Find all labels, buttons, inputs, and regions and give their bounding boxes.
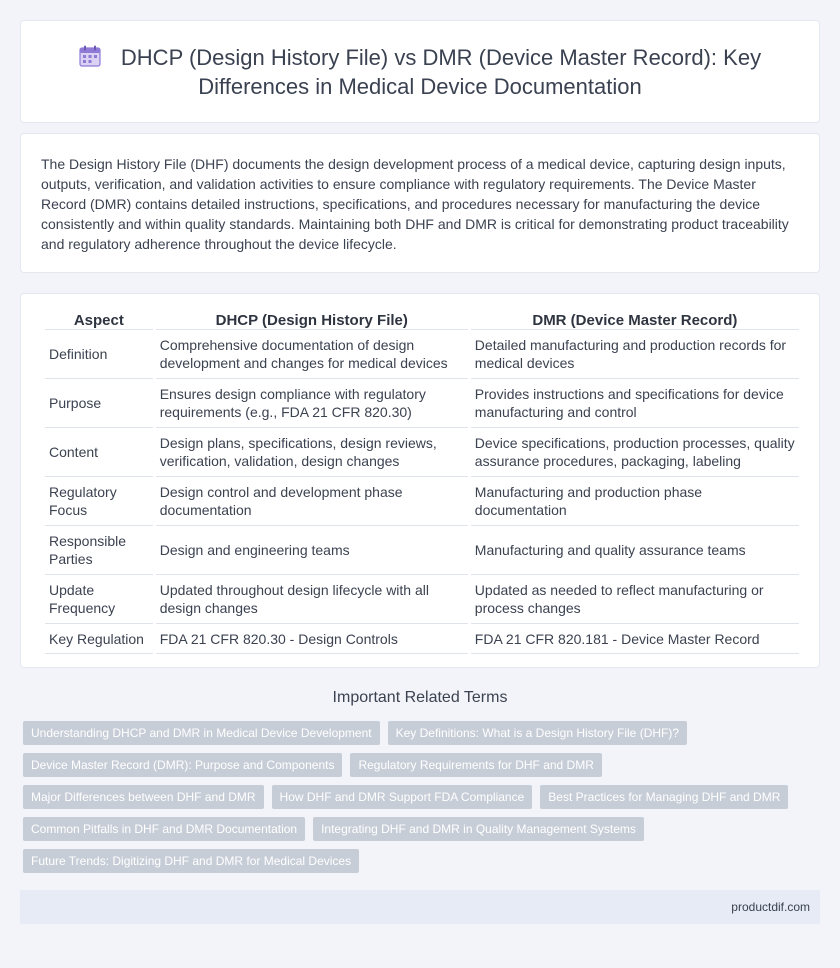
comparison-card — [20, 293, 820, 668]
header-dmr: DMR (Device Master Record) — [471, 310, 799, 330]
dhf-cell: Updated throughout design lifecycle with all design changes — [156, 575, 468, 624]
dhf-cell: Design control and development phase documentation — [156, 477, 468, 526]
related-term-tag[interactable]: Understanding DHCP and DMR in Medical Device Development — [23, 721, 380, 745]
intro-card — [20, 133, 820, 273]
footer-site-name: productdif.com — [731, 900, 810, 914]
dmr-cell: FDA 21 CFR 820.181 - Device Master Record — [471, 624, 799, 654]
aspect-cell: Content — [45, 428, 153, 477]
table-row — [45, 379, 799, 428]
aspect-cell: Regulatory Focus — [45, 477, 153, 526]
header-aspect: Aspect — [45, 310, 153, 330]
dmr-cell: Provides instructions and specifications for device manufacturing and control — [471, 379, 799, 428]
dmr-cell: Manufacturing and production phase documentation — [471, 477, 799, 526]
page-title: DHCP (Design History File) vs DMR (Device Master Record): Key Differences in Medical Device Documentation — [120, 44, 762, 99]
related-term-tag[interactable]: Device Master Record (DMR): Purpose and Components — [23, 753, 342, 777]
aspect-cell: Definition — [45, 330, 153, 379]
dmr-cell: Manufacturing and quality assurance teams — [471, 526, 799, 575]
dhf-cell: Design plans, specifications, design reviews, verification, validation, design changes — [156, 428, 468, 477]
aspect-cell: Responsible Parties — [45, 526, 153, 575]
related-terms-heading: Important Related Terms — [332, 689, 508, 706]
table-row — [45, 575, 799, 624]
table-row — [45, 428, 799, 477]
table-row — [45, 477, 799, 526]
header-dhf: DHCP (Design History File) — [156, 310, 468, 330]
table-row — [45, 624, 799, 654]
dmr-cell: Detailed manufacturing and production records for medical devices — [471, 330, 799, 379]
page-title-wrap — [50, 43, 790, 101]
title-card — [20, 20, 820, 123]
related-term-tag[interactable]: Integrating DHF and DMR in Quality Management Systems — [313, 817, 644, 841]
related-term-tag[interactable]: Future Trends: Digitizing DHF and DMR for Medical Devices — [23, 849, 359, 873]
comparison-table — [42, 310, 802, 654]
related-term-tag[interactable]: Key Definitions: What is a Design History File (DHF)? — [388, 721, 687, 745]
intro-paragraph: The Design History File (DHF) documents the design development process of a medical device, capturing design inputs, outputs, verification, and validation activities to ensure compliance with regulatory requirements. The Device Master Record (DMR) contains detailed instructions, specifications, and procedures necessary for manufacturing the device consistently and within quality standards. Maintaining both DHF and DMR is critical for demonstrating product traceability and regulatory adherence throughout the device lifecycle. — [41, 156, 789, 252]
table-header-row — [45, 310, 799, 330]
related-term-tag[interactable]: Best Practices for Managing DHF and DMR — [540, 785, 788, 809]
dhf-cell: FDA 21 CFR 820.30 - Design Controls — [156, 624, 468, 654]
aspect-cell: Purpose — [45, 379, 153, 428]
calendar-icon — [79, 45, 101, 67]
aspect-cell: Key Regulation — [45, 624, 153, 654]
related-term-tag[interactable]: Major Differences between DHF and DMR — [23, 785, 264, 809]
related-terms-list — [23, 721, 813, 881]
related-term-tag[interactable]: Regulatory Requirements for DHF and DMR — [350, 753, 601, 777]
dhf-cell: Design and engineering teams — [156, 526, 468, 575]
dhf-cell: Ensures design compliance with regulatory requirements (e.g., FDA 21 CFR 820.30) — [156, 379, 468, 428]
table-row — [45, 330, 799, 379]
related-term-tag[interactable]: Common Pitfalls in DHF and DMR Documentation — [23, 817, 305, 841]
table-row — [45, 526, 799, 575]
dmr-cell: Updated as needed to reflect manufacturing or process changes — [471, 575, 799, 624]
dmr-cell: Device specifications, production processes, quality assurance procedures, packaging, labeling — [471, 428, 799, 477]
related-term-tag[interactable]: How DHF and DMR Support FDA Compliance — [272, 785, 533, 809]
dhf-cell: Comprehensive documentation of design development and changes for medical devices — [156, 330, 468, 379]
aspect-cell: Update Frequency — [45, 575, 153, 624]
footer-bar — [20, 890, 820, 924]
